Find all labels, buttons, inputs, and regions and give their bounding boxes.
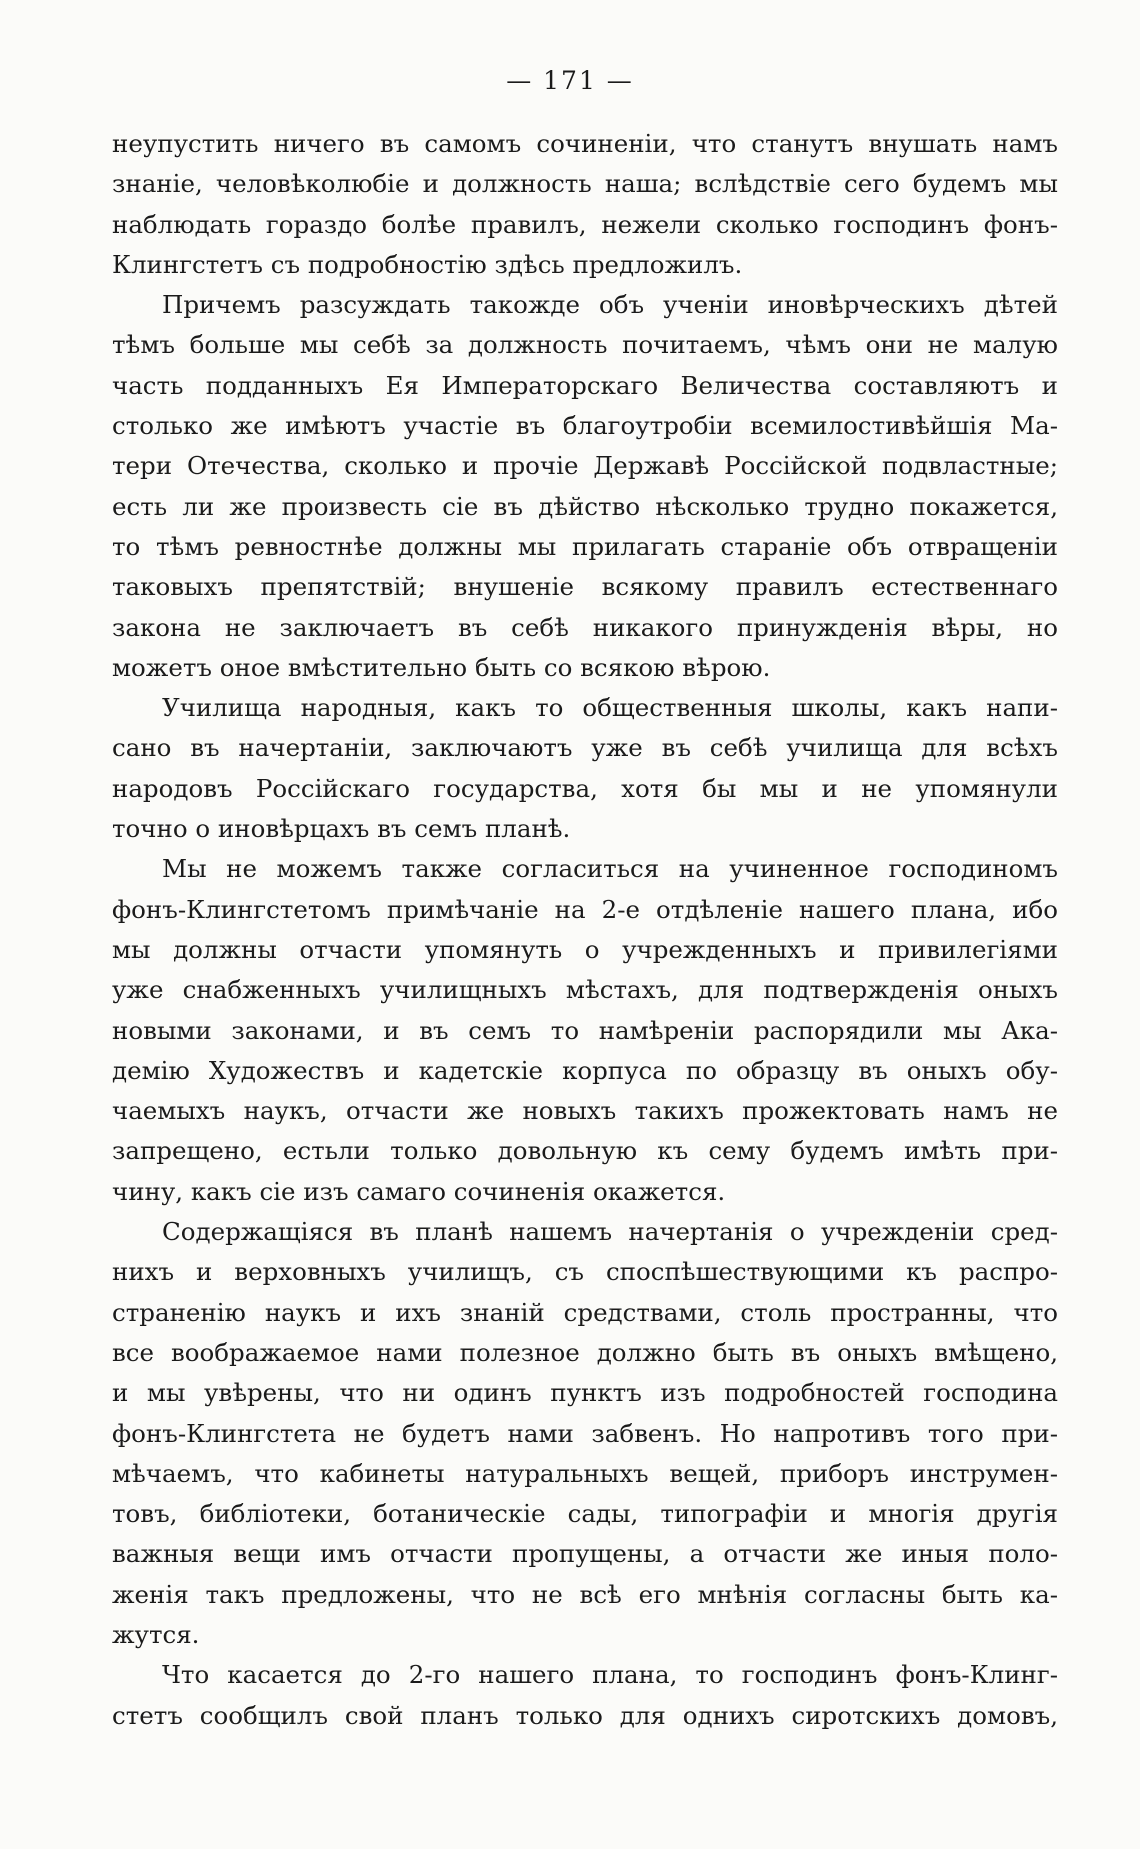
- text-line: Клингстетъ съ подробностію здѣсь предложилъ.: [112, 249, 743, 279]
- text-line: Причемъ разсуждать такожде объ ученіи иновѣрческихъ дѣтей: [162, 290, 1058, 320]
- text-line: Что касается до 2-го нашего плана, то господинъ фонъ-Клинг-: [162, 1660, 1058, 1690]
- text-line: знаніе, человѣколюбіе и должность наша; вслѣдствіе сего будемъ мы: [112, 169, 1058, 199]
- page-number: — 171 —: [506, 66, 634, 95]
- text-line: столько же имѣютъ участіе въ благоутробіи всемилостивѣйшія Ма-: [112, 411, 1058, 441]
- text-line: тѣмъ больше мы себѣ за должность почитаемъ, чѣмъ они не малую: [112, 330, 1058, 360]
- text-line: точно о иновѣрцахъ въ семъ планѣ.: [112, 814, 571, 844]
- page-body: [112, 124, 1058, 1736]
- text-line: чаемыхъ наукъ, отчасти же новыхъ такихъ прожектовать намъ не: [112, 1096, 1058, 1126]
- text-line: чину, какъ сіе изъ самаго сочиненія окажется.: [112, 1176, 726, 1206]
- text-line: есть ли же произвесть сіе въ дѣйство нѣсколько трудно покажется,: [112, 491, 1058, 521]
- text-line: мы должны отчасти упомянуть о учрежденныхъ и привилегіями: [112, 934, 1058, 964]
- text-line: новыми законами, и въ семъ то намѣреніи распорядили мы Ака-: [112, 1015, 1058, 1045]
- text-line: нихъ и верховныхъ училищъ, съ споспѣшествующими къ распро-: [112, 1257, 1058, 1287]
- text-line: часть подданныхъ Ея Императорскаго Величества составляютъ и: [112, 370, 1058, 400]
- text-line: стетъ сообщилъ свой планъ только для однихъ сиротскихъ домовъ,: [112, 1700, 1058, 1730]
- text-line: страненію наукъ и ихъ знаній средствами, столь пространны, что: [112, 1297, 1058, 1327]
- text-line: таковыхъ препятствій; внушеніе всякому правилъ естественнаго: [112, 572, 1058, 602]
- text-line: народовъ Россійскаго государства, хотя бы мы и не упомянули: [112, 773, 1058, 803]
- text-line: важныя вещи имъ отчасти пропущены, а отчасти же иныя поло-: [112, 1539, 1058, 1569]
- text-line: наблюдать гораздо болѣе правилъ, нежели сколько господинъ фонъ-: [112, 209, 1058, 239]
- text-line: Мы не можемъ также согласиться на учиненное господиномъ: [162, 854, 1058, 884]
- text-line: Содержащіяся въ планѣ нашемъ начертанія о учрежденіи сред-: [162, 1217, 1058, 1247]
- text-line: демію Художествъ и кадетскіе корпуса по образцу въ оныхъ обу-: [112, 1055, 1058, 1085]
- text-line: неупустить ничего въ самомъ сочиненіи, что станутъ внушать намъ: [112, 129, 1058, 158]
- text-line: можетъ оное вмѣстительно быть со всякою вѣрою.: [112, 652, 771, 682]
- text-line: и мы увѣрены, что ни одинъ пунктъ изъ подробностей господина: [112, 1378, 1058, 1408]
- text-line: то тѣмъ ревностнѣе должны мы прилагать стараніе объ отвращеніи: [112, 531, 1058, 561]
- text-line: тери Отечества, сколько и прочіе Державѣ Россійской подвластные;: [112, 451, 1058, 481]
- text-line: все воображаемое нами полезное должно быть въ оныхъ вмѣщено,: [112, 1337, 1058, 1367]
- text-line: женія такъ предложены, что не всѣ его мнѣнія согласны быть ка-: [112, 1579, 1058, 1609]
- text-line: фонъ-Клингстета не будетъ нами забвенъ. Но напротивъ того при-: [112, 1418, 1058, 1448]
- text-line: жутся.: [112, 1619, 200, 1649]
- text-line: уже снабженныхъ училищныхъ мѣстахъ, для подтвержденія оныхъ: [112, 975, 1058, 1005]
- text-line: товъ, библіотеки, ботаническіе сады, типографіи и многія другія: [112, 1499, 1058, 1529]
- text-line: Училища народныя, какъ то общественныя школы, какъ напи-: [162, 693, 1058, 723]
- text-line: сано въ начертаніи, заключаютъ уже въ себѣ училища для всѣхъ: [112, 733, 1058, 763]
- text-line: запрещено, естьли только довольную къ сему будемъ имѣть при-: [112, 1136, 1058, 1166]
- text-line: закона не заключаетъ въ себѣ никакого принужденія вѣры, но: [112, 612, 1058, 642]
- text-line: фонъ-Клингстетомъ примѣчаніе на 2-е отдѣленіе нашего плана, ибо: [112, 894, 1058, 924]
- text-line: мѣчаемъ, что кабинеты натуральныхъ вещей, приборъ инструмен-: [112, 1458, 1058, 1488]
